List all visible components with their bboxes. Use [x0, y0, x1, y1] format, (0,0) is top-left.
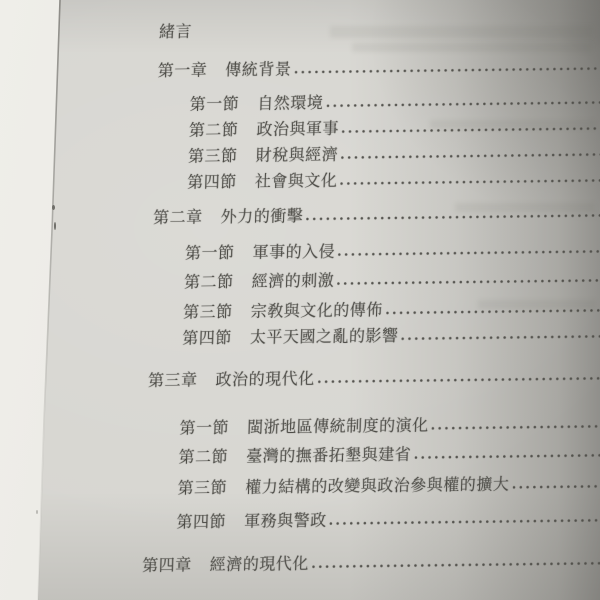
toc-entry-title: 傳統背景: [225, 60, 292, 79]
toc-entry: [176, 505, 600, 530]
paper-speck: [36, 510, 38, 514]
toc-entry-title: 臺灣的撫番拓墾與建省: [245, 446, 412, 466]
dot-leader: [414, 453, 600, 459]
toc-entry-title: 軍事的入侵: [252, 243, 336, 262]
dot-leader: [512, 484, 600, 489]
toc-entry-label: 第一節: [189, 95, 240, 114]
toc-entry: [153, 200, 600, 226]
toc-entry-title: 社會與文化: [254, 172, 338, 191]
paper-speck: [52, 205, 55, 210]
toc-entry: [179, 411, 600, 436]
toc-entry: [142, 548, 600, 574]
toc-entry-label: 緒言: [158, 23, 193, 41]
toc-entry-title: 政治的現代化: [215, 370, 315, 389]
toc-entry-title: 自然環境: [256, 94, 324, 113]
toc-entry: [183, 295, 600, 320]
dot-leader: [340, 178, 600, 185]
toc-entry-label: 第一節: [179, 419, 230, 438]
dot-leader: [306, 213, 600, 221]
toc-entry: [184, 265, 600, 290]
toc-entry: [177, 471, 600, 496]
dot-leader: [432, 424, 600, 430]
toc-entry-title: 宗敎與文化的傳佈: [250, 301, 384, 321]
toc-entry-label: 第二章: [152, 208, 203, 227]
dot-leader: [401, 334, 600, 341]
toc-entry: [182, 321, 600, 346]
toc-entry-label: 第三節: [182, 303, 233, 322]
toc-entry-title: 閩浙地區傳統制度的演化: [246, 417, 429, 437]
toc-entry-title: 太平天國之亂的影響: [249, 327, 399, 347]
toc-entry-title: 權力結構的改變與政治參與權的擴大: [244, 476, 510, 497]
dot-leader: [341, 152, 600, 159]
toc-entry-label: 第二節: [178, 448, 229, 467]
toc-entry-label: 第三節: [177, 479, 228, 498]
toc-entry: [189, 113, 600, 138]
dot-leader: [330, 518, 600, 525]
toc-entry-label: 第四節: [182, 329, 233, 348]
dot-leader: [337, 278, 600, 285]
toc-entry-label: 第三章: [147, 371, 198, 390]
toc-entry-title: 財稅與經濟: [255, 146, 339, 165]
toc-entry-title: 政治與軍事: [256, 120, 340, 139]
dot-leader: [342, 126, 600, 133]
dot-leader: [317, 376, 600, 384]
toc-entry: [185, 236, 600, 261]
toc-entry-label: 第四章: [141, 556, 193, 575]
toc-entry-label: 第三節: [187, 147, 238, 166]
toc-entry-label: 第二節: [188, 121, 239, 140]
table-of-contents: [141, 0, 600, 600]
toc-entry: [188, 139, 600, 164]
dot-leader: [294, 66, 600, 74]
dot-leader: [386, 308, 600, 315]
toc-entry: [187, 165, 600, 190]
toc-entry-label: 第四節: [186, 173, 238, 192]
dot-leader: [338, 249, 600, 256]
toc-entry: [158, 53, 600, 79]
toc-entry-title: 外力的衝擊: [220, 207, 304, 226]
toc-entry: [159, 19, 211, 40]
dot-leader: [326, 100, 600, 108]
paper-speck: [54, 222, 56, 230]
toc-entry-title: 軍務與警政: [243, 512, 327, 531]
toc-entry: [148, 363, 600, 389]
dot-leader: [312, 561, 600, 569]
toc-entry: [189, 87, 600, 112]
toc-entry: [178, 440, 600, 465]
toc-entry-label: 第四節: [176, 513, 227, 532]
toc-entry-title: 經濟的刺激: [251, 272, 335, 291]
toc-entry-label: 第二節: [183, 273, 234, 292]
toc-entry-label: 第一節: [184, 244, 235, 263]
toc-entry-label: 第一章: [157, 61, 208, 80]
toc-entry-title: 經濟的現代化: [209, 555, 310, 574]
toc-entry-partial: [390, 0, 600, 3]
